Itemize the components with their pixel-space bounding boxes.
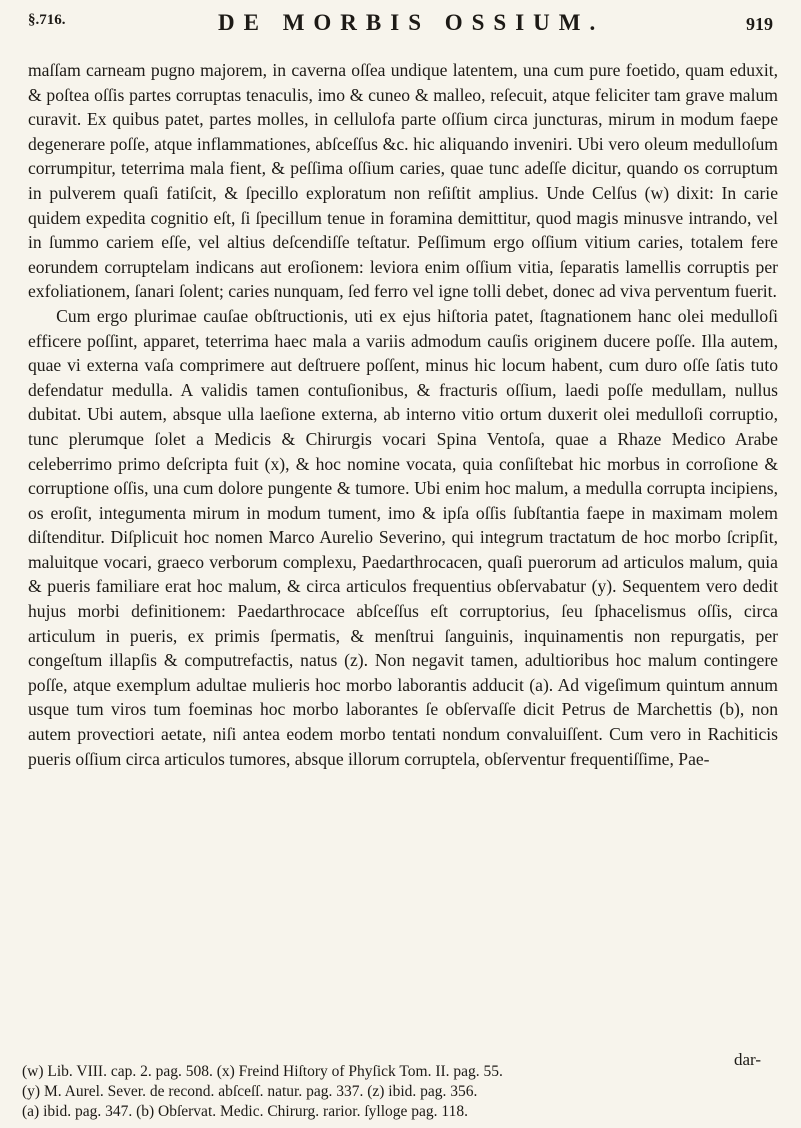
page-number: 919 [746,14,773,34]
running-header [28,10,773,50]
main-text [28,58,778,771]
paragraph-1: maſſam carneam pugno majorem, in caverna oſſea undique latentem, una cum pure foetido, quam eduxit, & poſtea oſſis partes corruptas tenaculis, imo & cuneo & malleo, reſecuit, atque feliciter tam grave malum curavit. Ex quibus patet, partes molles, in cellulofa parte oſſium circa juncturas, mirum in modum faepe degenerare poſſe, atque inflammationes, abſceſſus &c. hic aliquando inveniri. Ubi vero oleum medulloſum corrumpitur, teterrima mala fient, & peſſima oſſium caries, quae tunc adeſſe dicitur, quando os corruptum in pulverem quaſi fatiſcit, & ſpecillo exploratum non reſiſtit amplius. Unde Celſus (w) dixit: In carie quidem expedita cognitio eſt, ſi ſpecillum tenue in foramina demittitur, quod magis minusve intrando, vel in ſummo cariem eſſe, vel altius deſcendiſſe teſtatur. Peſſimum ergo oſſium vitium caries, totalem fere eorundem corruptelam indicans aut eroſionem: leviora enim oſſium vitia, ſeparatis lamellis corruptis per exfoliationem, ſanari ſolent; caries nunquam, ſed ferro vel igne tolli debet, donec ad viva perventum fuerit. [28,60,778,302]
footnote-line: (a) ibid. pag. 347. (b) Obſervat. Medic. Chirurg. rarior. ſylloge pag. 118. [22,1103,468,1120]
footnote-line: (y) M. Aurel. Sever. de recond. abſceſſ. natur. pag. 337. (z) ibid. pag. 356. [22,1083,478,1100]
section-number: §.716. [28,12,66,28]
footnotes [22,1062,782,1122]
footnote-line: (w) Lib. VIII. cap. 2. pag. 508. (x) Freind Hiſtory of Phyſick Tom. II. pag. 55. [22,1063,503,1080]
paragraph-2: Cum ergo plurimae cauſae obſtructionis, uti ex ejus hiſtoria patet, ſtagnationem hanc olei medulloſi efficere poſſint, apparet, teterrima haec mala a variis admodum cauſis originem ducere poſſe. Illa autem, quae vi externa vaſa comprimere aut deſtruere poſſent, minus hic locum habent, cum duro oſſe ſatis tuto defendatur medulla. A validis tamen contuſionibus, & fracturis oſſium, laedi poſſe medullam, nullus dubitat. Ubi autem, absque ulla laeſione externa, ab interno vitio ortum duxerit olei medulloſi corruptio, tunc plerumque ſolet a Medicis & Chirurgis vocari Spina Ventoſa, quae a Rhaze Medico Arabe celeberrimo primo deſcripta fuit (x), & hoc nomine vocata, quia conſiſtebat hic morbus in corroſione & corruptione oſſis, una cum dolore pungente & tumore. Ubi enim hoc malum, a medulla corrupta incipiens, os eroſit, integumenta mirum in modum tument, imo & ipſa oſſis ſubſtantia faepe in maximam molem diſtenditur. Diſplicuit hoc nomen Marco Aurelio Severino, qui integrum tractatum de hoc morbo ſcripſit, maluitque vocari, graeco verborum complexu, Paedarthrocacen, quaſi puerorum ad articulos malum, quia & pueris familiare erat hoc malum, & circa articulos frequentius obſervabatur (y). Sequentem vero dedit hujus morbi definitionem: Paedarthrocace abſceſſus eſt corruptorius, ſeu ſphacelismus oſſis, circa articulum in pueris, ex primis ſpermatis, & menſtrui ſanguinis, inquinamentis non repurgatis, per congeſtum illapſis & computrefactis, natus (z). Non negavit tamen, adultioribus hoc malum contingere poſſe, atque exemplum adultae mulieris hoc morbo laborantis adducit (a). Ad vigeſimum quintum annum usque tum viros tum foeminas hoc morbo laborantes ſe obſervaſſe dicit Petrus de Marchettis (b), non autem provectiori aetate, niſi antea eodem morbo tentati nondum convaluiſſent. Cum vero in Rachiticis pueris oſſium circa articulos tumores, absque illorum corruptela, obſerventur frequentiſſime, Pae- [28,305,778,769]
running-title: DE MORBIS OSSIUM. [218,10,605,35]
catchword: dar- [733,1050,761,1069]
